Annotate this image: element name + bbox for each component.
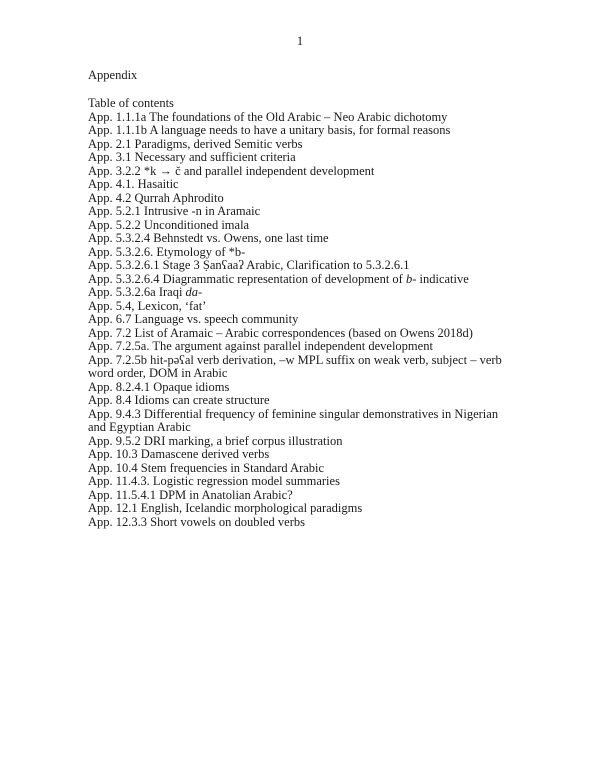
toc-entry: App. 8.2.4.1 Opaque idioms [88,379,230,394]
toc-entry: App. 5.3.2.4 Behnstedt vs. Owens, one last time [88,231,329,245]
toc-entry: App. 5.3.2.6.4 Diagrammatic representation of development of b- indicative [88,271,469,286]
toc-entry: App. 3.1 Necessary and sufficient criteria [88,150,296,164]
italic-form: b- [405,271,417,286]
toc-entry: App. 11.5.4.1 DPM in Anatolian Arabic? [88,487,293,502]
toc-entry: App. 5.4, Lexicon, ‘fat’ [88,298,207,313]
toc-entry: App. 3.2.2 *k → č and parallel independent development [88,163,375,178]
toc-entry: App. 12.1 English, Icelandic morphological paradigms [88,501,363,515]
toc-entry: App. 1.1.1a The foundations of the Old Arabic – Neo Arabic dichotomy [88,109,448,124]
toc-entry: App. 5.3.2.6a Iraqi da- [88,285,203,299]
toc-entry: App. 9.4.3 Differential frequency of feminine singular demonstratives in Nigerian and Egyptian Arabic [88,406,499,434]
toc-entry: App. 5.2.1 Intrusive -n in Aramaic [88,204,261,218]
toc-entry: App. 10.3 Damascene derived verbs [88,447,270,461]
toc-entry: App. 2.1 Paradigms, derived Semitic verbs [88,136,303,151]
toc-title: Table of contents [88,96,174,110]
toc-entry: App. 12.3.3 Short vowels on doubled verbs [88,514,305,529]
italic-form: da- [185,285,203,299]
toc-entry: App. 11.4.3. Logistic regression model summaries [88,474,340,488]
toc-entry: App. 4.2 Qurrah Aphrodito [88,190,224,205]
toc-entry: App. 5.2.2 Unconditioned imala [88,217,250,232]
toc-entry: App. 7.2.5a. The argument against parallel independent development [88,339,433,353]
toc-entry: App. 8.4 Idioms can create structure [88,393,270,407]
toc-entry: App. 4.1. Hasaitic [88,177,179,191]
toc-entry: App. 5.3.2.6.1 Stage 3 Ṣanʕaaʔ Arabic, Clarification to 5.3.2.6.1 [88,258,410,272]
toc-entry: App. 7.2 List of Aramaic – Arabic correspondences (based on Owens 2018d) [88,325,473,340]
toc-entry: App. 5.3.2.6. Etymology of *b- [88,244,246,259]
toc-entry: App. 6.7 Language vs. speech community [88,312,299,326]
toc-entry: App. 1.1.1b A language needs to have a unitary basis, for formal reasons [88,123,451,137]
toc-list [88,111,518,530]
toc-entry: App. 7.2.5b hit-pəʕal verb derivation, –w MPL suffix on weak verb, subject – verb word order, DOM in Arabic [88,352,502,380]
page-number: 1 [296,34,304,48]
toc-entry: App. 9.5.2 DRI marking, a brief corpus illustration [88,433,343,448]
appendix-heading: Appendix [88,68,138,82]
toc-entry: App. 10.4 Stem frequencies in Standard Arabic [88,460,325,475]
